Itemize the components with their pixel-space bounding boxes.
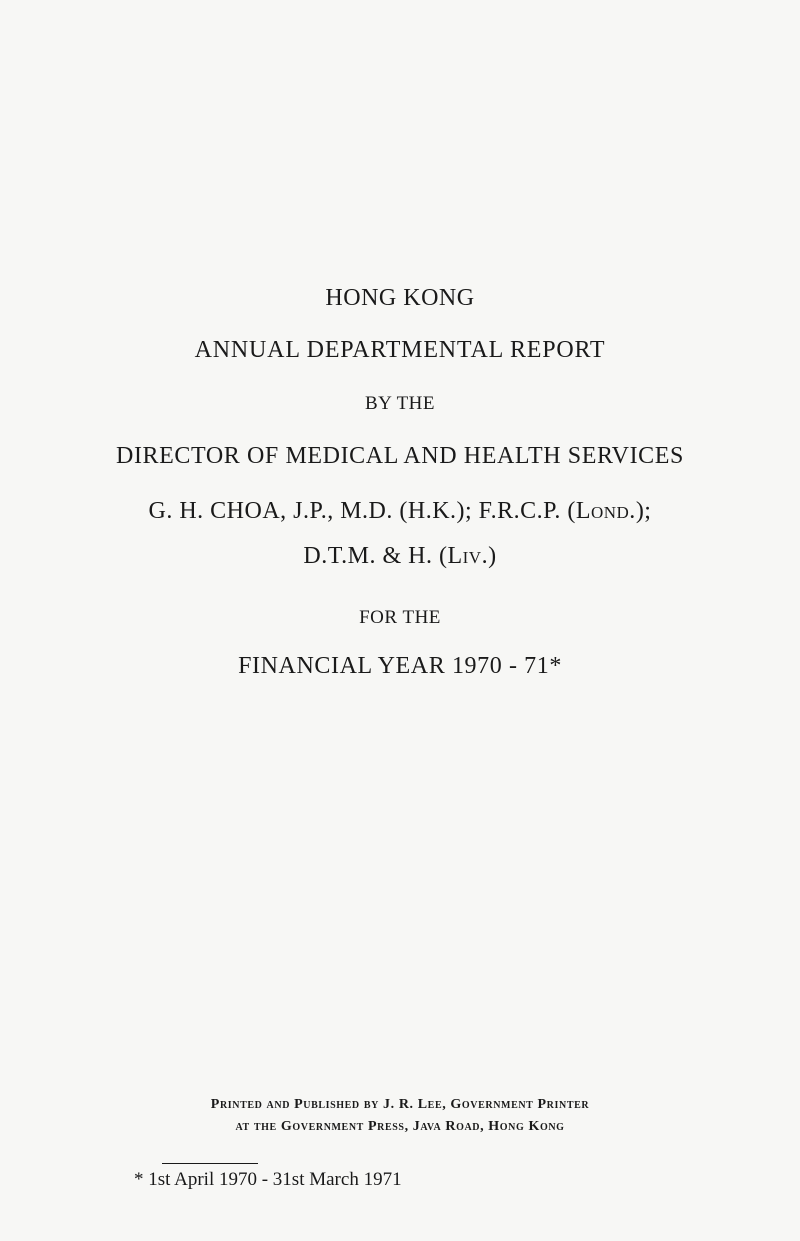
- author-credentials-line-2: [0, 543, 800, 570]
- author-credentials-text: ): [488, 543, 497, 569]
- author-credentials-line-1: [0, 498, 800, 525]
- author-credentials-smallcaps: Lond.: [575, 498, 636, 524]
- footnote: * 1st April 1970 - 31st March 1971: [134, 1169, 402, 1190]
- country-heading: HONG KONG: [325, 285, 475, 311]
- imprint-line-2: at the Government Press, Java Road, Hong Kong: [235, 1119, 565, 1134]
- author-credentials-smallcaps: Liv.: [447, 543, 489, 569]
- financial-year: FINANCIAL YEAR 1970 - 71*: [238, 653, 562, 679]
- imprint-line-1: Printed and Published by J. R. Lee, Government Printer: [210, 1097, 590, 1112]
- office-title: DIRECTOR OF MEDICAL AND HEALTH SERVICES: [116, 443, 684, 469]
- author-credentials-text: D.T.M. & H. (: [303, 543, 448, 569]
- by-line: BY THE: [364, 393, 436, 414]
- for-line: FOR THE: [359, 607, 441, 628]
- report-title: ANNUAL DEPARTMENTAL REPORT: [194, 337, 606, 363]
- author-credentials-text: G. H. CHOA, J.P., M.D. (H.K.); F.R.C.P. (: [148, 498, 576, 524]
- author-credentials-text: );: [635, 498, 652, 524]
- footnote-rule: [162, 1163, 258, 1164]
